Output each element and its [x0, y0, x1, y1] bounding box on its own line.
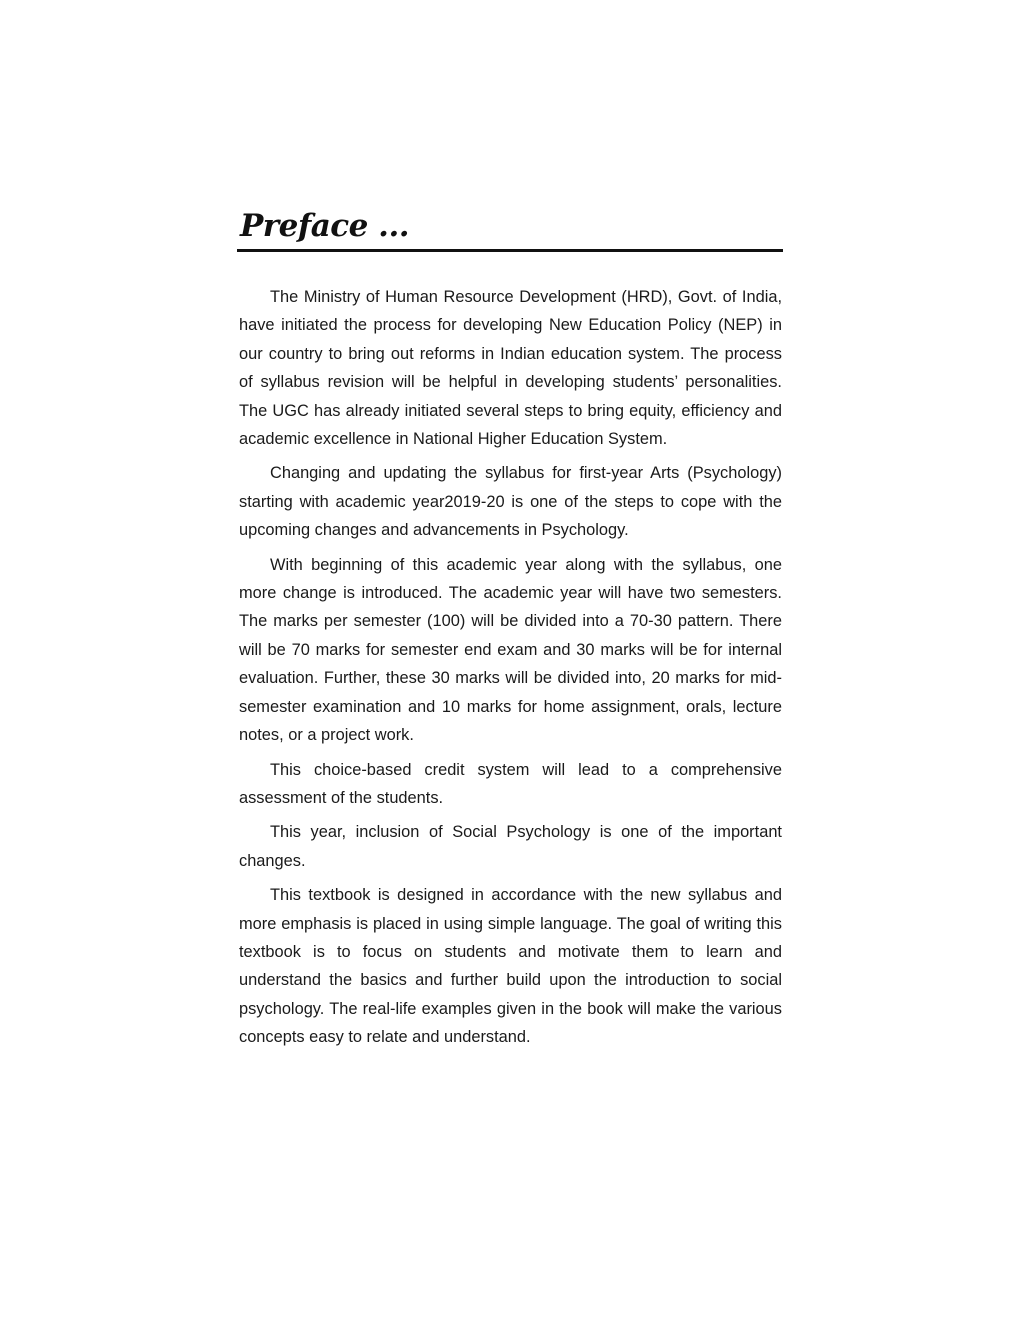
page-title: Preface ...	[240, 208, 410, 244]
paragraph-nep-introduction: The Ministry of Human Resource Development (HRD), Govt. of India, have initiated the process for developing New Education Policy (NEP) in our country to bring out reforms in Indian education system. The process of syllabus revision will be helpful in developing students’ personalities. The UGC has already initiated several steps to bring equity, efficiency and academic excellence in National Higher Education System.	[239, 288, 782, 449]
title-underline	[237, 249, 783, 252]
paragraph-semester-pattern: With beginning of this academic year along with the syllabus, one more change is introduced. The academic year will have two semesters. The marks per semester (100) will be divided into a 70-30 pattern. There will be 70 marks for semester end exam and 30 marks will be for internal evaluation. Further, these 30 marks will be divided into, 20 marks for mid-semester examination and 10 marks for home assignment, orals, lecture notes, or a project work.	[239, 555, 782, 745]
paragraph-credit-system: This choice-based credit system will lead to a comprehensive assessment of the students.	[239, 760, 782, 807]
preface-page	[239, 206, 782, 1058]
preface-body	[239, 283, 782, 1052]
paragraph-syllabus-update: Changing and updating the syllabus for first-year Arts (Psychology) starting with academic year2019-20 is one of the steps to cope with the upcoming changes and advancements in Psychology.	[239, 464, 782, 540]
paragraph-social-psychology: This year, inclusion of Social Psychology is one of the important changes.	[239, 823, 782, 870]
paragraph-textbook-goal: This textbook is designed in accordance with the new syllabus and more emphasis is placed in using simple language. The goal of writing this textbook is to focus on students and motivate them to learn and understand the basics and further build upon the introduction to social psychology. The real-life examples given in the book will make the various concepts easy to relate and understand.	[239, 886, 782, 1047]
